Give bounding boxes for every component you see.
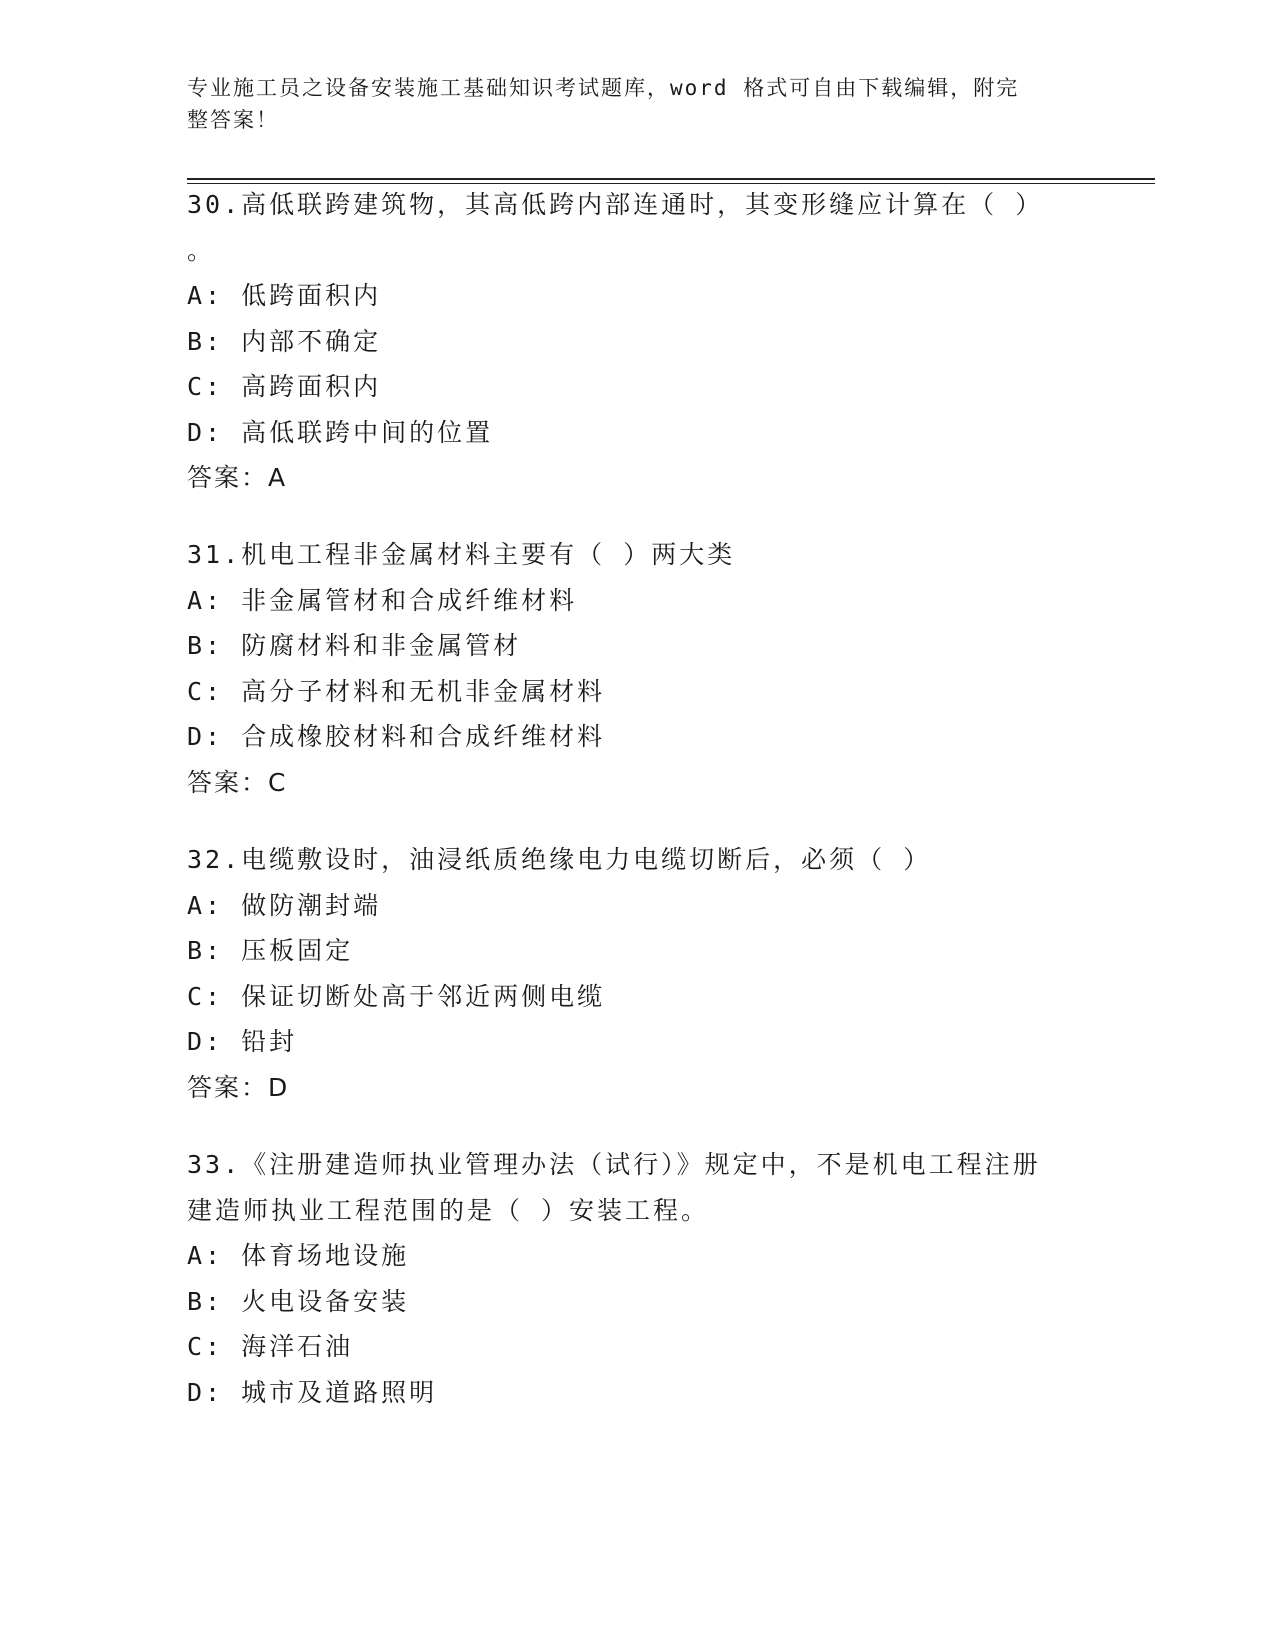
option-a: A: 体育场地设施	[187, 1241, 410, 1270]
question-stem-line: 32.电缆敷设时，油浸纸质绝缘电力电缆切断后，必须（ ）	[187, 845, 932, 874]
question-stem-line: 33.《注册建造师执业管理办法（试行）》规定中，不是机电工程注册	[187, 1150, 1041, 1179]
header-line-2: 整答案！	[187, 108, 279, 132]
option-c: C: 保证切断处高于邻近两侧电缆	[187, 981, 606, 1011]
option-c: C: 高跨面积内	[187, 372, 382, 401]
answer: 答案：D	[187, 1072, 290, 1102]
question-stem-line: 建造师执业工程范围的是（ ）安装工程。	[187, 1195, 710, 1225]
question-30	[187, 182, 1087, 501]
option-c: C: 高分子材料和无机非金属材料	[187, 676, 606, 706]
option-d: D: 合成橡胶材料和合成纤维材料	[187, 722, 606, 751]
question-32	[187, 837, 1087, 1110]
header-line-1: 专业施工员之设备安装施工基础知识考试题库，word 格式可自由下载编辑，附完	[187, 76, 1020, 100]
question-stem-line: 30.高低联跨建筑物，其高低跨内部连通时，其变形缝应计算在（ ）	[187, 190, 1044, 219]
header-rule-thick	[187, 178, 1155, 180]
option-a: A: 做防潮封端	[187, 890, 382, 920]
question-33	[187, 1142, 1087, 1415]
option-b: B: 火电设备安装	[187, 1286, 410, 1316]
option-d: D: 城市及道路照明	[187, 1377, 438, 1407]
option-b: B: 压板固定	[187, 936, 354, 965]
option-b: B: 内部不确定	[187, 326, 382, 356]
answer: 答案：A	[187, 463, 288, 492]
question-31	[187, 532, 1087, 805]
option-c: C: 海洋石油	[187, 1332, 354, 1361]
option-d: D: 高低联跨中间的位置	[187, 417, 494, 447]
answer: 答案：C	[187, 767, 288, 797]
question-stem-line: 31.机电工程非金属材料主要有（ ）两大类	[187, 540, 736, 569]
option-a: A: 非金属管材和合成纤维材料	[187, 585, 578, 615]
question-stem-line: 。	[187, 235, 216, 265]
option-b: B: 防腐材料和非金属管材	[187, 631, 522, 660]
document-header	[187, 72, 1067, 136]
option-d: D: 铅封	[187, 1027, 298, 1056]
option-a: A: 低跨面积内	[187, 281, 382, 310]
